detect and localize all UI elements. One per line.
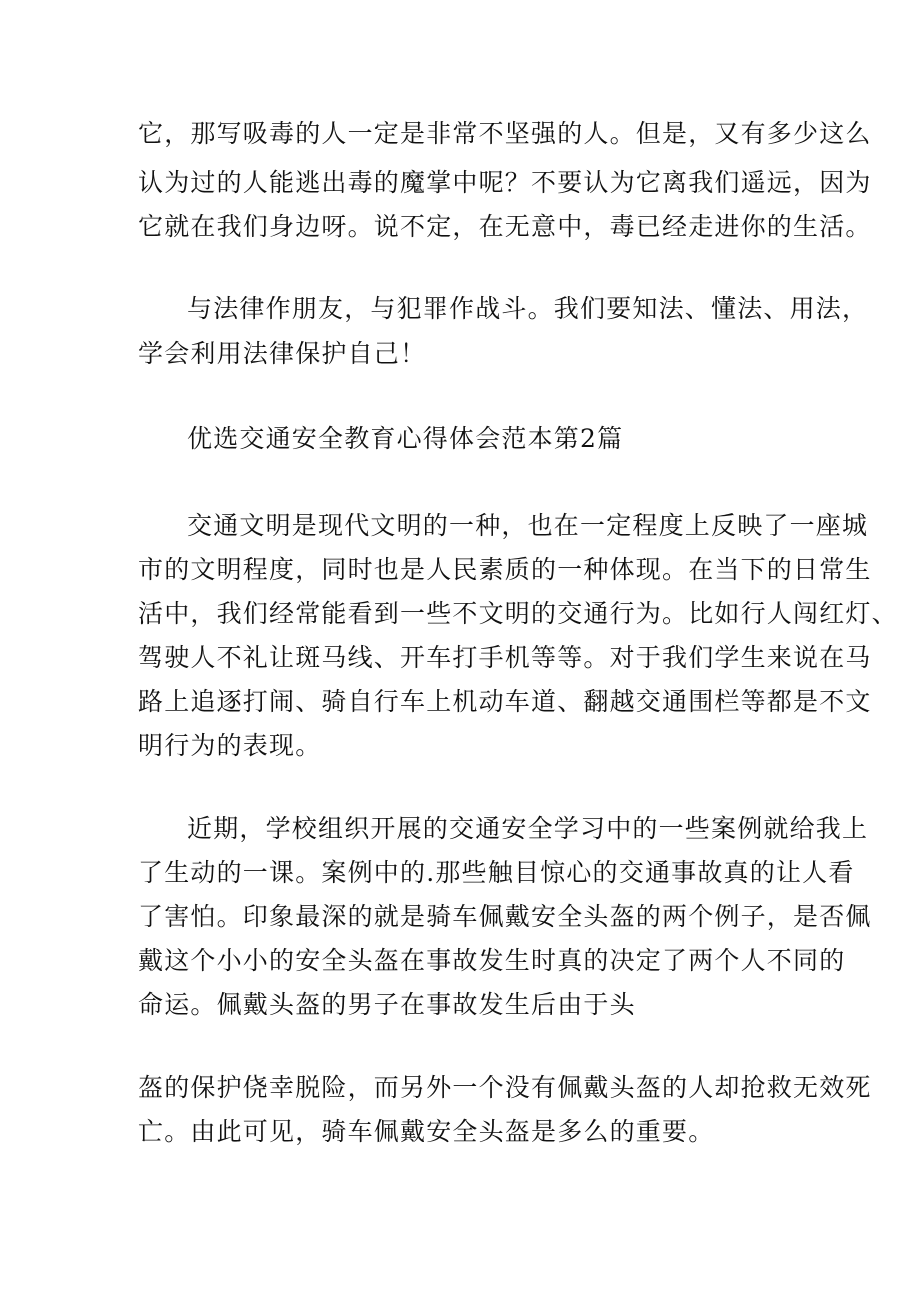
paragraph-3-line-2: 市的文明程度，同时也是人民素质的一种体现。在当下的日常生 [138, 555, 872, 584]
paragraph-1-line-3: 它就在我们身边呀。说不定，在无意中，毒已经走进你的生活。 [138, 212, 872, 241]
paragraph-3-line-5: 路上追逐打闹、骑自行车上机动车道、翻越交通围栏等都是不文 [138, 687, 872, 716]
paragraph-1-line-2: 认为过的人能逃出毒的魔掌中呢？不要认为它离我们遥远，因为 [138, 168, 872, 197]
paragraph-2-line-2: 学会利用法律保护自己！ [138, 339, 427, 368]
paragraph-4-line-1: 近期，学校组织开展的交通安全学习中的一些案例就给我上 [187, 814, 869, 843]
paragraph-2-line-1: 与法律作朋友，与犯罪作战斗。我们要知法、懂法、用法， [187, 294, 869, 323]
paragraph-3-line-3: 活中，我们经常能看到一些不文明的交通行为。比如行人闯红灯、 [138, 599, 898, 628]
paragraph-5-line-2: 亡。由此可见，骑车佩戴安全头盔是多么的重要。 [138, 1117, 715, 1146]
paragraph-4-line-4: 戴这个小小的安全头盔在事故发生时真的决定了两个人不同的 [138, 946, 846, 975]
paragraph-3-line-1: 交通文明是现代文明的一种，也在一定程度上反映了一座城 [187, 511, 869, 540]
section-heading: 优选交通安全教育心得体会范本第2篇 [187, 424, 624, 453]
paragraph-4-line-2: 了生动的一课。案例中的.那些触目惊心的交通事故真的让人看 [138, 858, 855, 887]
paragraph-3-line-6: 明行为的表现。 [138, 731, 322, 760]
paragraph-4-line-3: 了害怕。印象最深的就是骑车佩戴安全头盔的两个例子，是否佩 [138, 902, 872, 931]
paragraph-4-line-5: 命运。佩戴头盔的男子在事故发生后由于头 [138, 990, 636, 1019]
paragraph-3-line-4: 驾驶人不礼让斑马线、开车打手机等等。对于我们学生来说在马 [138, 643, 872, 672]
paragraph-1-line-1: 它，那写吸毒的人一定是非常不坚强的人。但是，又有多少这么 [138, 119, 872, 148]
paragraph-5-line-1: 盔的保护侥幸脱险，而另外一个没有佩戴头盔的人却抢救无效死 [138, 1073, 872, 1102]
